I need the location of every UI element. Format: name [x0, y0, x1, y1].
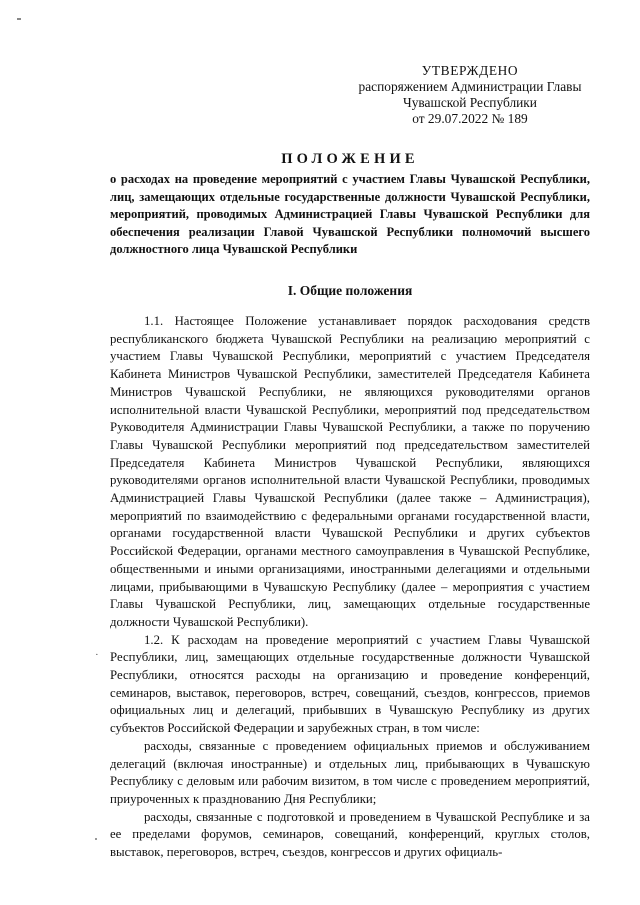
document-body: [110, 313, 590, 862]
document-title: ПОЛОЖЕНИЕ: [281, 151, 419, 167]
approval-stamp: [352, 63, 588, 127]
paragraph-expenses-forums: расходы, связанные с подготовкой и проведением в Чувашской Республике и за ее пределами форумов, семинаров, совещаний, конференций, круглых столов, выставок, переговоров, встреч, съездов, конгрессов и других официаль-: [110, 809, 590, 860]
approval-line-1: распоряжением Администрации Главы: [358, 79, 582, 94]
scan-speck: [17, 18, 21, 20]
paragraph-1-2: 1.2. К расходам на проведение мероприятий с участием Главы Чувашской Республики, лиц, замещающих отдельные государственные должности Чувашской Республики, относятся расходы на организацию и проведение конференций, семинаров, выставок, переговоров, встреч, совещаний, съездов, конгрессов, приемов официальных лиц и делегаций, прибывших в Чувашскую Республику из других субъектов Российской Федерации и зарубежных стран, в том числе:: [110, 632, 590, 736]
approval-line-2: Чувашской Республики: [403, 95, 537, 110]
section-title: I. Общие положения: [287, 283, 413, 298]
approval-line-3: от 29.07.2022 № 189: [412, 111, 528, 126]
approval-heading: УТВЕРЖДЕНО: [421, 63, 519, 78]
scan-mark: ·: [95, 649, 99, 661]
scan-speck-bottom: [95, 838, 97, 840]
paragraph-expenses-receptions: расходы, связанные с проведением официальных приемов и обслуживанием делегаций (включая иностранные) и отдельных лиц, прибывающих в Чувашскую Республику с деловым или рабочим визитом, в том числе с проведением мероприятий, приуроченных к празднованию Дня Республики;: [110, 738, 590, 806]
paragraph-1-1: 1.1. Настоящее Положение устанавливает порядок расходования средств республиканского бюджета Чувашской Республики на реализацию мероприятий с участием Главы Чувашской Республики, мероприятий с участием Председателя Кабинета Министров Чувашской Республики, заместителей Председателя Кабинета Министров Чувашской Республики, не являющихся руководителями органов исполнительной власти Чувашской Республики, мероприятий под председательством Руководителя Администрации Главы Чувашской Республики, а также по поручению Главы Чувашской Республики мероприятий под председательством заместителей Председателя Кабинета Министров Чувашской Республики, являющихся руководителями органов исполнительной власти Чувашской Республики, проводимых Администрацией Главы Чувашской Республики (далее также – Администрация), мероприятий по взаимодействию с федеральными органами государственной власти, органами государственной власти Чувашской Республики и других субъектов Российской Федерации, органами местного самоуправления в Чувашской Республике, общественными и иными организациями, иностранными делегациями и отдельными лицами, прибывающими в Чувашскую Республику (далее – мероприятия с участием Главы Чувашской Республики, лиц, замещающих отдельные государственные должности Чувашской Республики).: [110, 314, 590, 629]
document-subject: о расходах на проведение мероприятий с участием Главы Чувашской Республики, лиц, замещающих отдельные государственные должности Чувашской Республики, мероприятий, проводимых Администрацией Главы Чувашской Республики для обеспечения реализации Главой Чувашской Республики полномочий высшего должностного лица Чувашской Республики: [110, 172, 590, 257]
